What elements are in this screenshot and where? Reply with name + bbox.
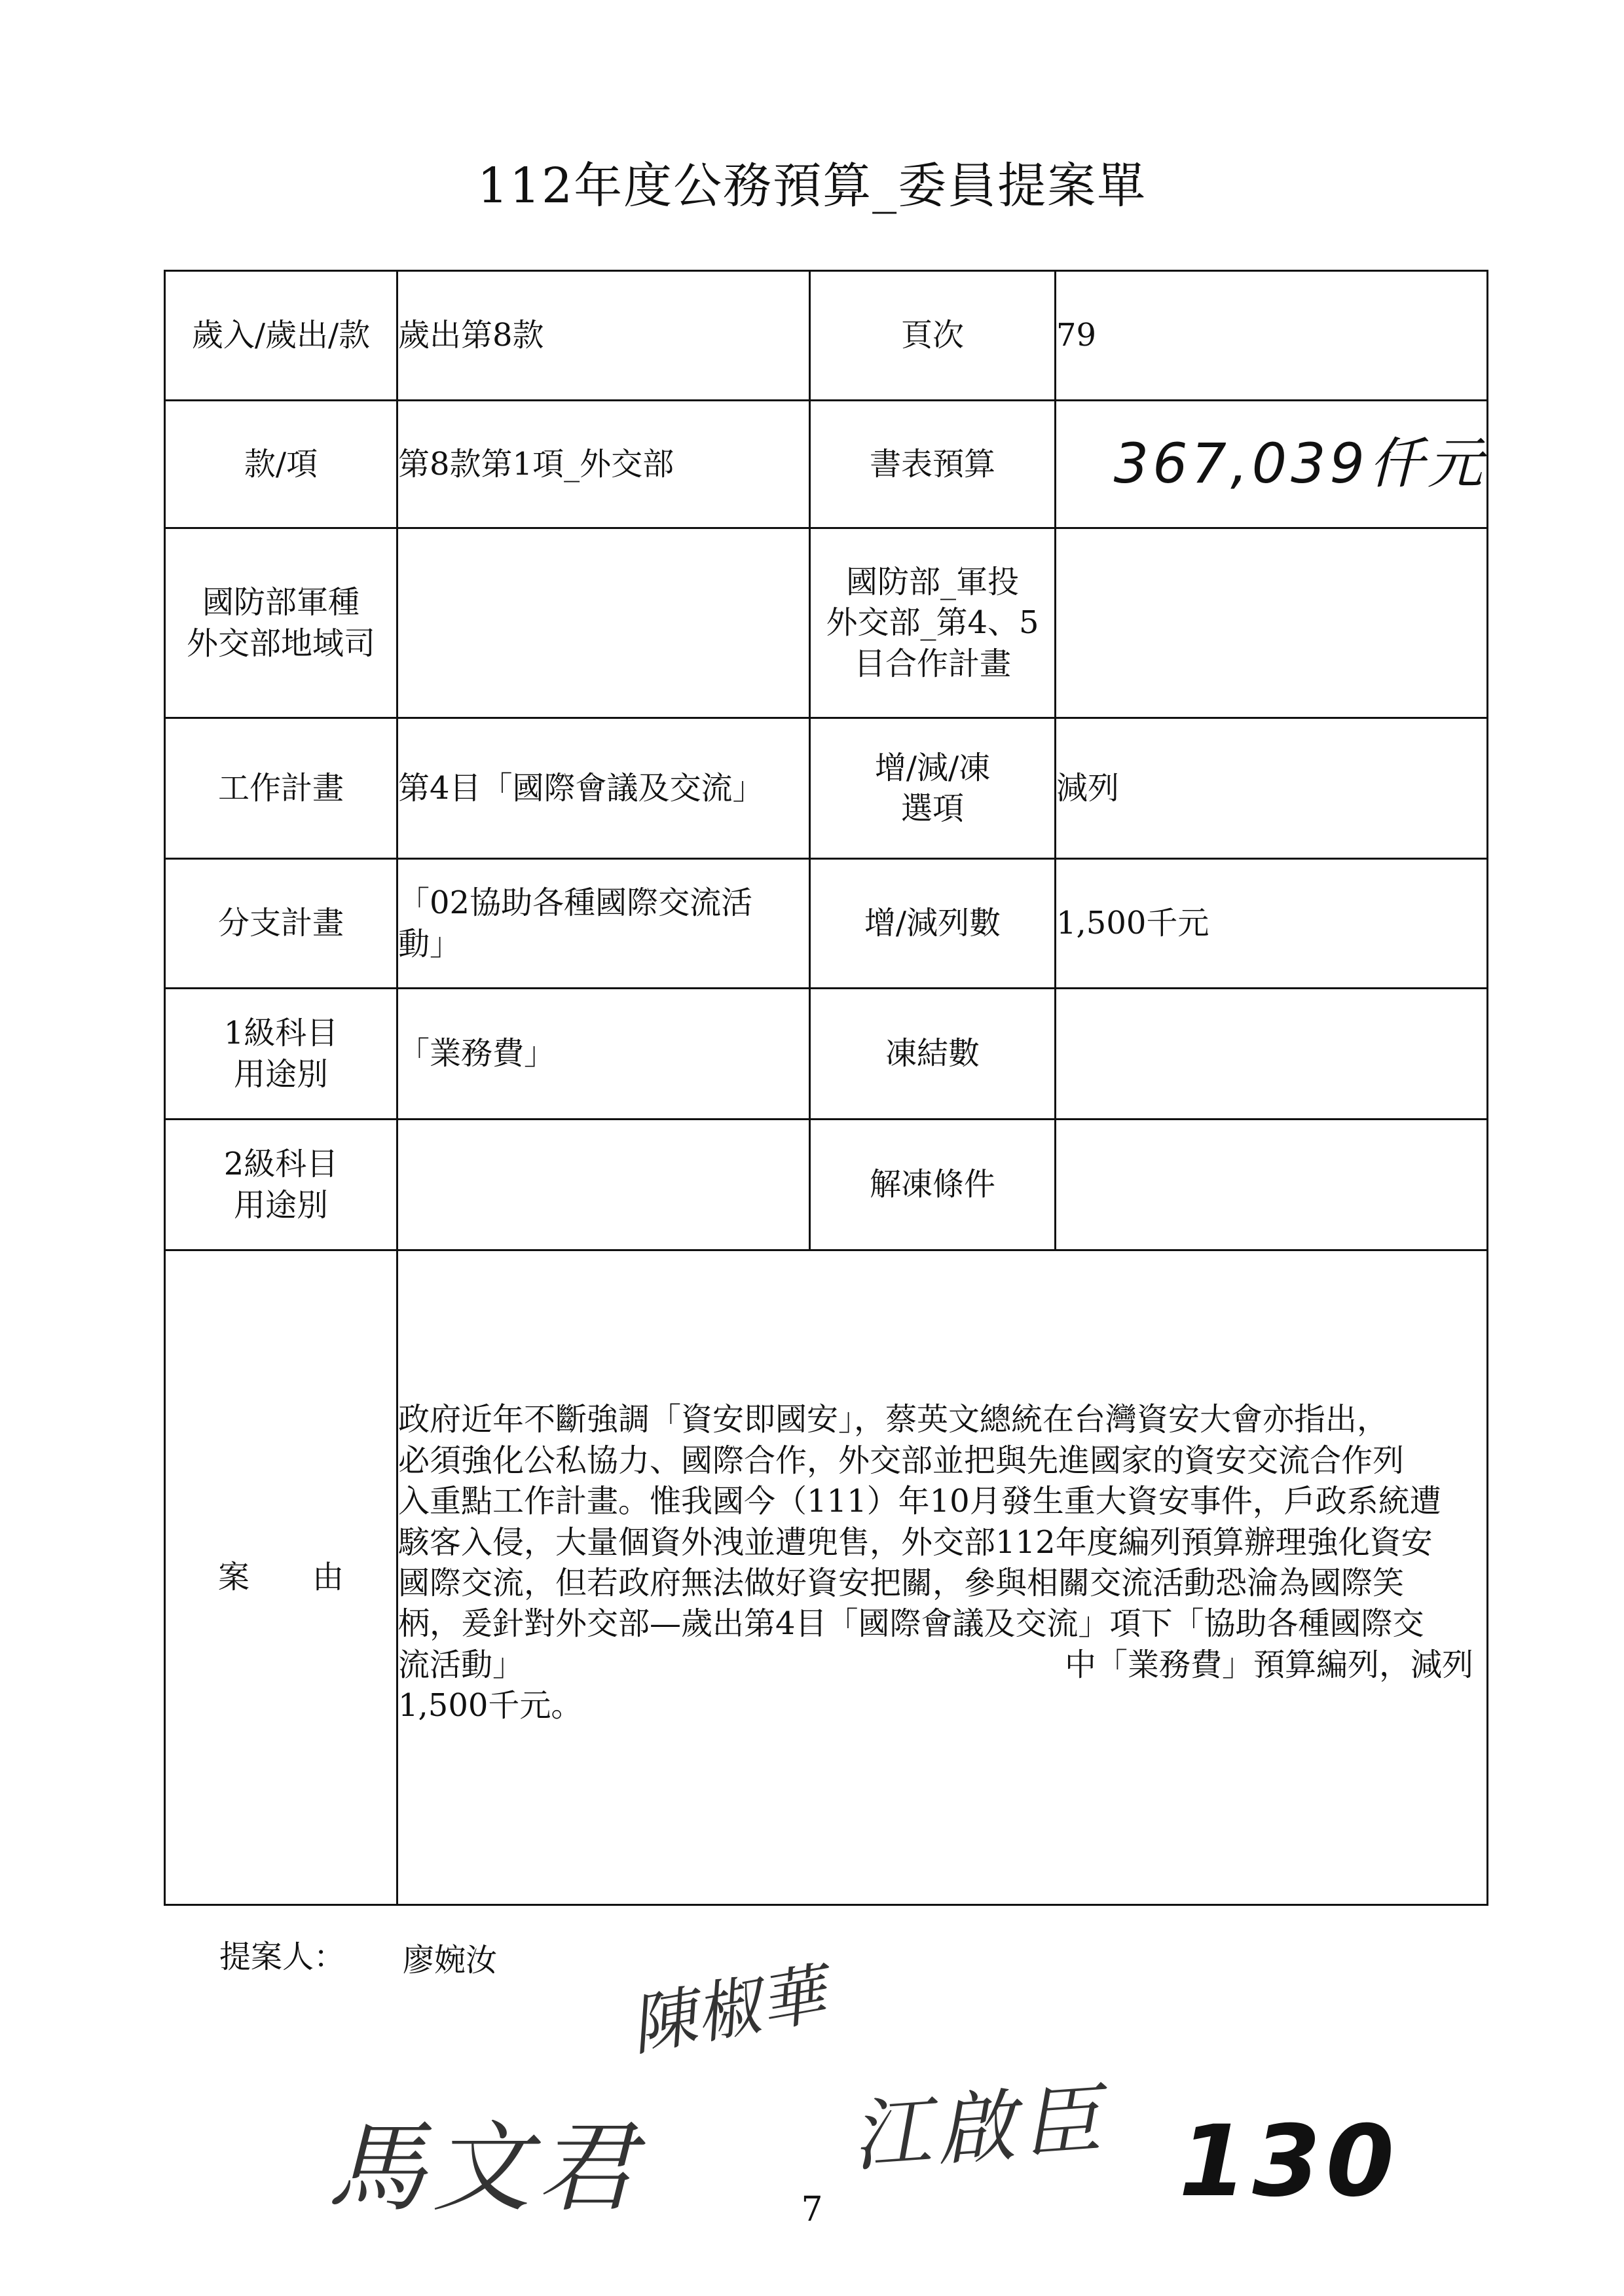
row-category — [165, 271, 1488, 401]
value-cooperation — [1056, 528, 1488, 718]
signature-1: 陳椒華 — [624, 1955, 832, 2066]
label-category: 歲入/歲出/款 — [165, 271, 397, 401]
value-unfreeze-condition — [1056, 1120, 1488, 1250]
reason-line-split — [398, 1645, 1486, 1685]
page-number: 7 — [801, 2190, 823, 2229]
label-adjust-amount: 增/減列數 — [810, 859, 1056, 989]
reason-line: 國際交流，但若政府無法做好資安把關，參與相關交流活動恐淪為國際笑 — [398, 1565, 1405, 1601]
reason-line: 中「業務費」預算編列，減列 — [1064, 1646, 1473, 1683]
proposer-label: 提案人： — [219, 1939, 346, 1975]
label-freeze-amount: 凍結數 — [810, 989, 1056, 1120]
label-branch-plan: 分支計畫 — [165, 859, 397, 989]
value-branch-plan-line1: 「02協助各種國際交流活 — [398, 884, 753, 922]
label-department-line2: 外交部地域司 — [186, 625, 375, 662]
value-work-plan: 第4目「國際會議及交流」 — [397, 718, 810, 859]
label-level2-item-line1: 2級科目 — [223, 1146, 339, 1183]
value-adjust-option: 減列 — [1056, 718, 1488, 859]
reason-text — [397, 1250, 1488, 1905]
value-budget-handwritten: 367,039仟元 — [1056, 401, 1488, 528]
row-department — [165, 528, 1488, 718]
label-level1-item-line2: 用途別 — [233, 1055, 328, 1093]
signature-2: 馬文君 — [327, 2111, 642, 2225]
row-level1-item — [165, 989, 1488, 1120]
label-section: 款/項 — [165, 401, 397, 528]
label-cooperation-line1: 國防部_軍投 — [845, 563, 1019, 600]
value-branch-plan-line2: 動」 — [398, 925, 462, 962]
value-level2-item — [397, 1120, 810, 1250]
value-department — [397, 528, 810, 718]
label-adjust-option-line2: 選項 — [900, 790, 964, 827]
label-cooperation — [810, 528, 1056, 718]
label-work-plan: 工作計畫 — [165, 718, 397, 859]
reason-line: 流活動」 — [398, 1646, 525, 1683]
reason-line: 駭客入侵，大量個資外洩並遭兜售，外交部112年度編列預算辦理強化資安 — [398, 1523, 1433, 1561]
value-level1-item: 「業務費」 — [397, 989, 810, 1120]
reason-line: 政府近年不斷強調「資安即國安」，蔡英文總統在台灣資安大會亦指出， — [398, 1401, 1389, 1438]
label-department — [165, 528, 397, 718]
reason-line: 柄，爰針對外交部—歲出第4目「國際會議及交流」項下「協助各種國際交 — [398, 1605, 1424, 1643]
row-branch-plan — [165, 859, 1488, 989]
label-department-line1: 國防部軍種 — [202, 584, 360, 621]
value-section: 第8款第1項_外交部 — [397, 401, 810, 528]
label-unfreeze-condition: 解凍條件 — [810, 1120, 1056, 1250]
row-work-plan — [165, 718, 1488, 859]
value-category: 歲出第8款 — [397, 271, 810, 401]
reason-line: 入重點工作計畫。惟我國今（111）年10月發生重大資安事件，戶政系統遭 — [398, 1483, 1441, 1520]
proposal-form-table — [164, 270, 1488, 1906]
label-cooperation-line3: 目合作計畫 — [853, 645, 1011, 682]
label-adjust-option-line1: 增/減/凍 — [874, 749, 991, 786]
handwritten-number: 130 — [1179, 2105, 1400, 2219]
label-page: 頁次 — [810, 271, 1056, 401]
label-adjust-option — [810, 718, 1056, 859]
label-level1-item-line1: 1級科目 — [223, 1015, 339, 1052]
label-budget: 書表預算 — [810, 401, 1056, 528]
label-level2-item — [165, 1120, 397, 1250]
signature-3: 江啟臣 — [849, 2074, 1111, 2183]
label-cooperation-line2: 外交部_第4、5 — [826, 604, 1039, 642]
label-reason: 案 由 — [165, 1250, 397, 1905]
reason-line: 必須強化公私協力、國際合作，外交部並把與先進國家的資安交流合作列 — [398, 1442, 1405, 1479]
value-adjust-amount: 1,500千元 — [1056, 859, 1488, 989]
row-section — [165, 401, 1488, 528]
value-freeze-amount — [1056, 989, 1488, 1120]
row-reason — [165, 1250, 1488, 1905]
label-level1-item — [165, 989, 397, 1120]
value-branch-plan — [397, 859, 810, 989]
proposer-name: 廖婉汝 — [403, 1942, 498, 1978]
value-page: 79 — [1056, 271, 1488, 401]
row-level2-item — [165, 1120, 1488, 1250]
label-level2-item-line2: 用途別 — [233, 1186, 328, 1224]
reason-line: 1,500千元。 — [398, 1687, 583, 1724]
document-title: 112年度公務預算_委員提案單 — [477, 158, 1147, 214]
